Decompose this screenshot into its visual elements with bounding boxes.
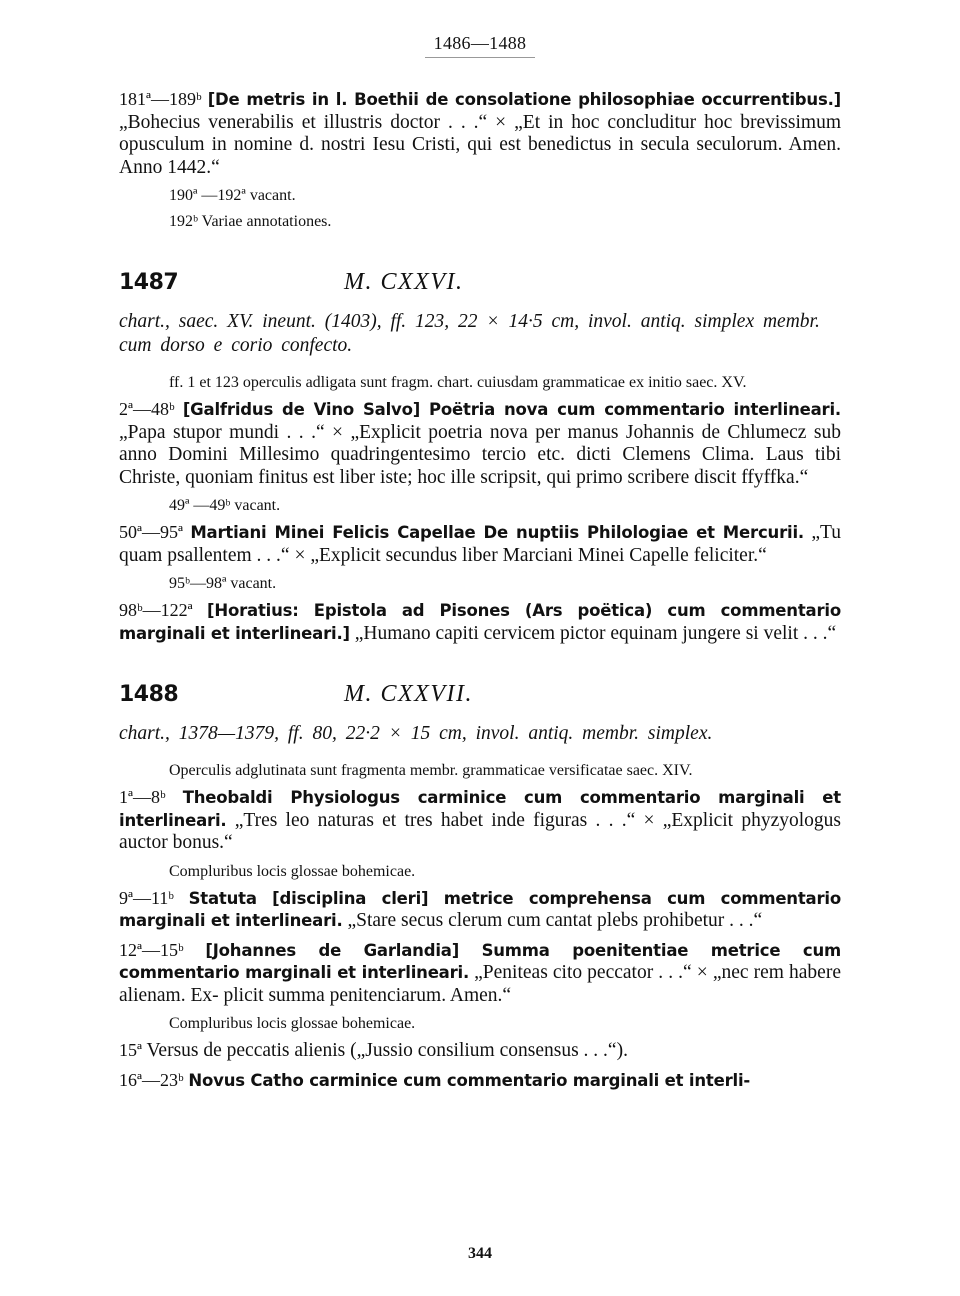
folio-range: 1ª—8ᵇ <box>119 787 166 807</box>
running-head-text: 1486—1488 <box>433 33 527 53</box>
manuscript-contents-1487 <box>119 372 841 645</box>
note: ff. 1 et 123 operculis adligata sunt fragm. chart. cuiusdam grammaticae ex initio saec. XV. <box>169 374 747 391</box>
incipit-explicit: „Papa stupor mundi . . .“ × „Explicit poetria nova per manus Johannis de Chlumecz sub anno Domini Millesimo quadringentesimo tercio etc. dicti Clemens Clima. Laus tibi Christe, quoniam finitus est liber iste; hoc ille scripsit, qui primo scribere discit ffyffka.“ <box>119 421 841 488</box>
continued-entries <box>119 88 841 233</box>
folio-range: 2ª—48ᵇ <box>119 399 175 419</box>
content-entry <box>119 521 841 567</box>
shelf-mark: M. CXXVII. <box>344 681 473 707</box>
note: Compluribus locis glossae bohemicae. <box>169 862 416 880</box>
running-head <box>119 33 841 58</box>
folio-range: 50ª—95ª <box>119 522 183 542</box>
folio-range: 12ª—15ᵇ <box>119 939 184 960</box>
catalogue-page <box>119 0 841 1296</box>
content-entry <box>119 939 841 1008</box>
work-title: [De metris in l. Boethii de consolatione philosophiae occurrentibus.] <box>207 90 841 109</box>
content-entry <box>119 887 841 933</box>
note: 95ᵇ—98ª vacant. <box>169 575 277 592</box>
content-entry <box>119 786 841 855</box>
incipit-explicit: „Humano capiti cervicem pictor equinam jungere si velit . . .“ <box>354 622 837 644</box>
note: Compluribus locis glossae bohemicae. <box>169 1015 416 1032</box>
work-title: Martiani Minei Felicis Capellae De nuptiis Philologiae et Mercurii. <box>190 523 805 542</box>
running-head-rule <box>425 57 535 58</box>
content-entry <box>119 599 841 645</box>
incipit-explicit: „Tu quam psallentem . . .“ × „Explicit secundus liber Marciani Minei Capelle feliciter.“ <box>119 522 842 566</box>
work-title: [Galfridus de Vino Salvo] Poëtria nova cum commentario interlineari. <box>182 400 842 419</box>
manuscript-heading-1488 <box>119 681 841 708</box>
content-entry <box>119 1039 841 1063</box>
incipit-explicit: „Peniteas cito peccator . . .“ × „nec rem habere alienam. Ex- plicit summa penitenciarum. Amen.“ <box>119 962 841 1006</box>
manuscript-number: 1487 <box>119 270 179 295</box>
folio-range: 98ᵇ—122ª <box>119 600 193 620</box>
manuscript-contents-1488 <box>119 760 841 1092</box>
folio-range: 15ª <box>119 1040 142 1060</box>
content-entry <box>119 398 841 489</box>
work-title: Theobaldi Physiologus carminice cum commentario marginali et interlineari. <box>119 788 841 830</box>
note: 190ª —192ª vacant. <box>169 187 296 204</box>
folio-range: 181ª—189ᵇ <box>119 89 202 109</box>
incipit-explicit: Versus de peccatis alienis („Jussio consilium consensus . . .“). <box>146 1040 628 1061</box>
work-title: [Johannes de Garlandia] Summa poenitentiae metrice cum commentario marginali et interlineari. <box>119 940 841 982</box>
work-title: Statuta [disciplina cleri] metrice comprehensa cum commentario marginali et interlineari. <box>119 888 842 930</box>
work-title: [Horatius: Epistola ad Pisones (Ars poëtica) cum commentario marginali et interlineari.] <box>119 601 841 643</box>
manuscript-heading-1487 <box>119 269 841 296</box>
page-body <box>119 88 841 1098</box>
incipit-explicit: „Stare secus clerum cum cantat plebs prohibetur . . .“ <box>347 910 763 931</box>
incipit-explicit: „Tres leo naturas et tres habet inde figuras . . .“ × „Explicit phyzyologus auctor bonus.“ <box>119 809 841 853</box>
folio-range: 9ª—11ᵇ <box>119 887 174 908</box>
note: 49ª —49ᵇ vacant. <box>169 497 281 514</box>
note: 192ᵇ Variae annotationes. <box>169 213 332 230</box>
content-entry <box>119 88 841 179</box>
shelf-mark: M. CXXVI. <box>344 269 464 295</box>
content-entry <box>119 1069 841 1093</box>
incipit-explicit: „Bohecius venerabilis et illustris doctor . . .“ × „Et in hoc concluditur hoc brevissimum opusculum in nomine d. nostri Iesu Cristi, qui est benedictus in secula seculorum. Amen. Anno 1442.“ <box>119 111 841 178</box>
physical-description: chart., 1378—1379, ff. 80, 22·2 × 15 cm, invol. antiq. membr. simplex. <box>119 723 713 744</box>
physical-description: chart., saec. XV. ineunt. (1403), ff. 123, 22 × 14·5 cm, invol. antiq. simplex membr. cum dorso e corio confecto. <box>119 311 820 356</box>
note: Operculis adglutinata sunt fragmenta membr. grammaticae versificatae saec. XIV. <box>169 762 693 779</box>
work-title: Novus Catho carminice cum commentario marginali et interli- <box>188 1070 751 1090</box>
folio-range: 16ª—23ᵇ <box>119 1069 184 1090</box>
page-number: 344 <box>468 1245 492 1262</box>
manuscript-number: 1488 <box>119 682 179 707</box>
